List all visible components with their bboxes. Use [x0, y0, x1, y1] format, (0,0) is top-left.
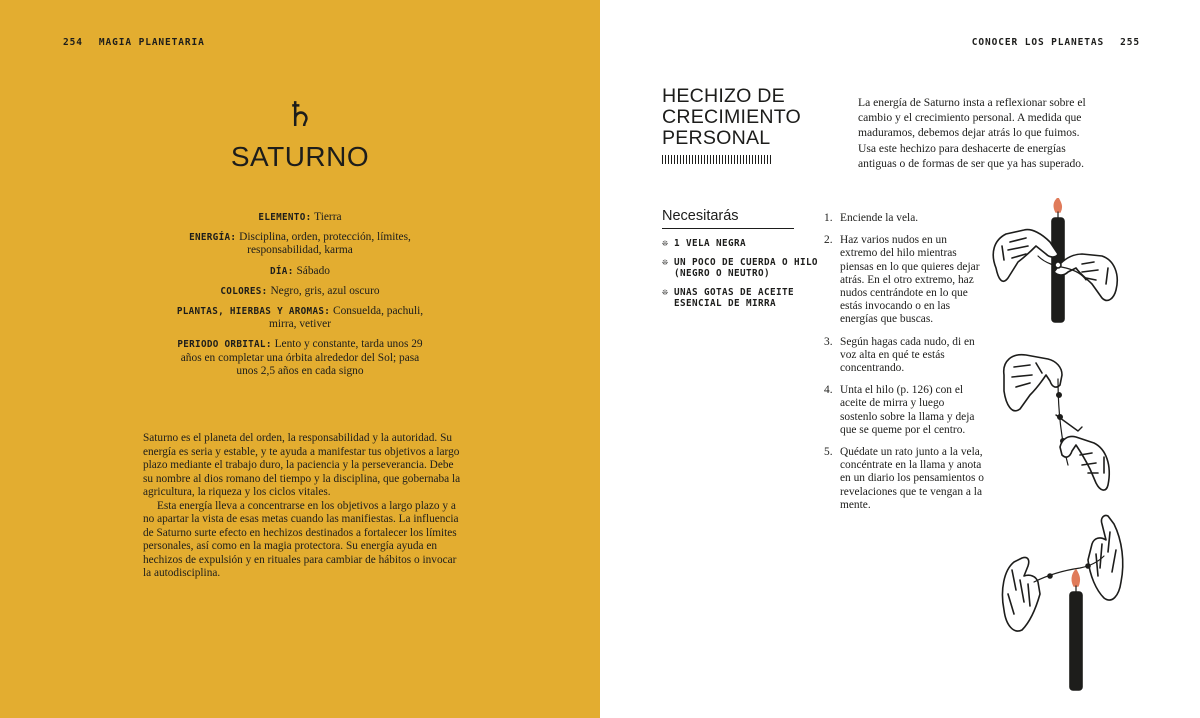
- step-text: Unta el hilo (p. 126) con el aceite de mirra y luego sostenlo sobre la llama y deja que se queme por el centro.: [840, 384, 975, 436]
- property-key: COLORES:: [220, 285, 268, 297]
- step-number: 4.: [824, 384, 833, 397]
- step-number: 1.: [824, 212, 833, 224]
- spell-intro: La energía de Saturno insta a reflexionar sobre el cambio y el crecimiento personal. A medida que maduramos, debemos dejar atrás lo que fuimos. Usa este hechizo para deshacerte de energías antiguas o de formas de ser que ya has superado.: [858, 96, 1086, 170]
- ingredient-text: UN POCO DE CUERDA O HILO (NEGRO O NEUTRO): [674, 256, 818, 280]
- saturn-symbol-icon: ♄: [284, 95, 316, 135]
- step-number: 5.: [824, 446, 833, 459]
- ingredients-heading: Necesitarás: [662, 208, 739, 224]
- property-value: Tierra: [314, 211, 342, 223]
- spell-title: [662, 86, 812, 149]
- property-value: Lento y constante, tarda unos 29 años en completar una órbita alrededor del Sol; pasa unos 2,5 años en cada signo: [180, 338, 423, 377]
- property-key: DÍA:: [270, 265, 294, 277]
- ingredients-rule: [662, 228, 794, 229]
- property-orbital-period: [170, 338, 430, 378]
- ingredient-item: [662, 287, 822, 310]
- running-head-right-text: CONOCER LOS PLANETAS: [971, 37, 1105, 48]
- right-page: [600, 0, 1200, 718]
- step-text: Enciende la vela.: [840, 212, 919, 224]
- planet-description: [143, 432, 463, 581]
- step-text: Según hagas cada nudo, di en voz alta en qué te estás concentrando.: [840, 335, 975, 375]
- asterisk-bullet-icon: ❊: [662, 256, 669, 268]
- running-head-left-text: MAGIA PLANETARIA: [98, 37, 205, 48]
- ingredient-item: [662, 257, 822, 280]
- property-day: [170, 265, 430, 278]
- body-paragraph: Saturno es el planeta del orden, la responsabilidad y la autoridad. Su energía es seria y estable, y te ayuda a manifestar tus objetivos a largo plazo mediante el trabajo duro, la paciencia y la perseverancia. Debe su nombre al dios romano del tiempo y la disciplina, que gobernaba la agricultura, la riqueza y los ciclos vitales.: [143, 432, 461, 498]
- property-value: Sábado: [296, 264, 330, 277]
- step-number: 2.: [824, 234, 833, 247]
- planet-properties: [170, 211, 430, 385]
- running-head-right: [972, 37, 1140, 48]
- body-paragraph: Esta energía lleva a concentrarse en los objetivos a largo plazo y a no apartar la vista de esas metas cuando las manifiestas. La influencia de Saturno surte efecto en hechizos destinados a fortalecer los límites personales, así como en la magia protectora. Su energía ayuda en hechizos de expulsión y en rituales para cambiar de hábitos o invocar la autodisciplina.: [143, 499, 459, 579]
- property-key: ENERGÍA:: [189, 232, 237, 244]
- spell-title-line: CRECIMIENTO: [662, 106, 802, 128]
- page-number-left: 254: [63, 37, 83, 48]
- hands-knotting-thread-candle-illustration: [986, 198, 1121, 323]
- property-value: Negro, gris, azul oscuro: [270, 284, 380, 297]
- step-item: [824, 446, 984, 512]
- spell-title-line: HECHIZO DE: [662, 85, 785, 107]
- step-item: [824, 384, 984, 437]
- decorative-stripe: [662, 155, 772, 164]
- property-key: PLANTAS, HIERBAS Y AROMAS:: [176, 306, 331, 318]
- step-item: [824, 336, 984, 376]
- ingredient-item: [662, 238, 822, 250]
- ingredient-text: 1 VELA NEGRA: [674, 238, 746, 249]
- property-value: Disciplina, orden, protección, límites, responsabilidad, karma: [239, 231, 411, 257]
- planet-title: SATURNO: [230, 141, 370, 172]
- property-value: Consuelda, pachuli, mirra, vetiver: [269, 305, 424, 331]
- asterisk-bullet-icon: ❊: [662, 238, 669, 249]
- step-item: [824, 234, 984, 326]
- step-number: 3.: [824, 335, 833, 348]
- running-head-left: [63, 37, 205, 48]
- step-text: Quédate un rato junto a la vela, concéntrate en la llama y anota en un diario los pensamientos o revelaciones que te vengan a la mente.: [840, 446, 984, 511]
- ingredient-text: UNAS GOTAS DE ACEITE ESENCIAL DE MIRRA: [674, 286, 794, 310]
- property-plants: [170, 305, 430, 331]
- property-colors: [170, 285, 430, 298]
- property-key: PERIODO ORBITAL:: [177, 339, 272, 351]
- ingredients-list: [662, 238, 822, 317]
- page-number-right: 255: [1120, 37, 1140, 48]
- asterisk-bullet-icon: ❊: [662, 286, 669, 298]
- hands-holding-knotted-thread-illustration: [996, 345, 1114, 493]
- property-energy: [170, 231, 430, 257]
- property-element: [170, 211, 430, 224]
- hands-burning-thread-over-candle-illustration: [1000, 510, 1125, 692]
- spell-title-line: PERSONAL: [662, 127, 771, 149]
- step-item: [824, 212, 984, 225]
- property-key: ELEMENTO:: [258, 212, 312, 223]
- step-text: Haz varios nudos en un extremo del hilo mientras piensas en lo que quieres dejar atrás. En el otro extremo, haz nudos centrándote en lo que estás invocando o en las energías que buscas.: [840, 234, 980, 326]
- spell-steps: [824, 212, 984, 521]
